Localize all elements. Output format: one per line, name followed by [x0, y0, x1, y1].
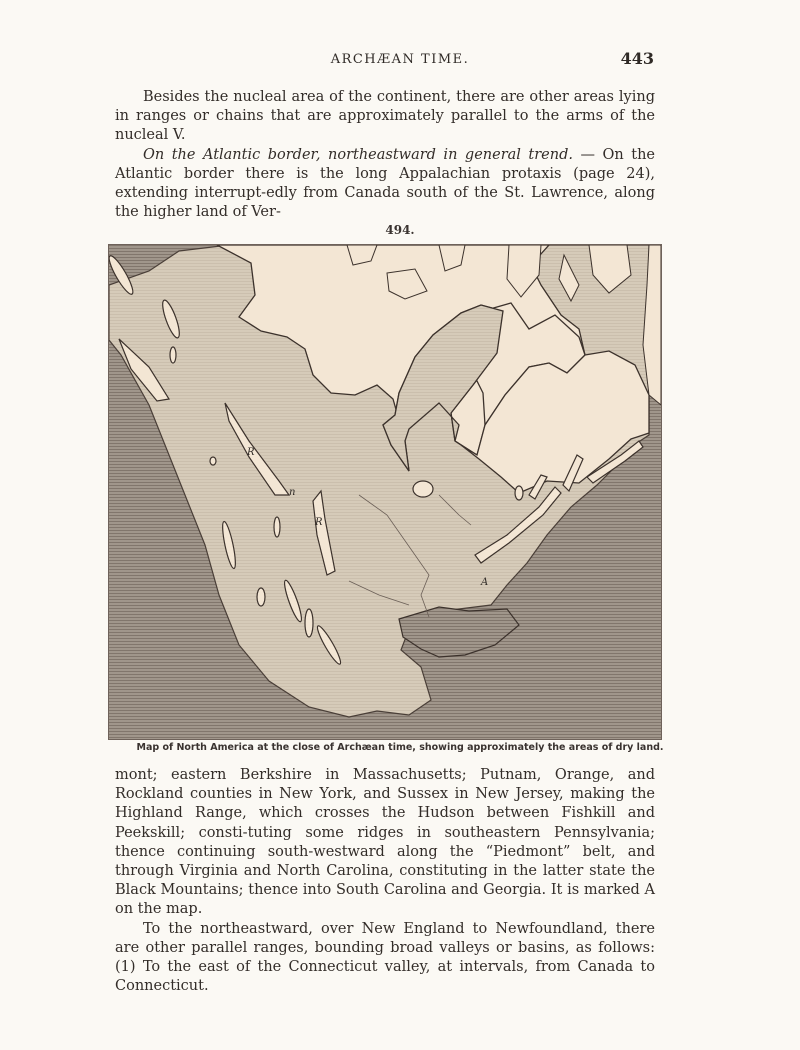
- page-number: 443: [620, 49, 654, 68]
- map-label-r2: R: [315, 517, 323, 528]
- paragraph-continuation: mont; eastern Berkshire in Massachusetts; Putnam, Orange, and Rockland counties in New York, and Sussex in New Jersey, making the Highland Range, which crosses the Hudson between Fishkill and Peekskill; consti-tuting some ridges in southeastern Pennsylvania; thence continuing south-westward along the “Piedmont” belt, and through Virginia and North Carolina, constituting in the latter state the Black Mountains; thence into South Carolina and Georgia. It is marked A on the map.: [115, 767, 655, 918]
- map-label-r1: R: [247, 447, 255, 458]
- map-archaean-north-america: [109, 245, 661, 739]
- figure-map: [108, 244, 662, 740]
- atlantic-text: On the Atlantic border there is the long Appalachian protaxis (page 24), extending interrupt-edly from Canada south of the St. Lawrence, along the higher land of Ver-: [115, 146, 655, 221]
- em-dash: —: [573, 146, 603, 163]
- text-block-top: [115, 88, 655, 222]
- paragraph-northeastward: To the northeastward, over New England to Newfoundland, there are other parallel ranges, bounding broad valleys or basins, as follows: (1) To the east of the Connecticut valley, at intervals, from Canada to Connecticut.: [115, 920, 655, 995]
- paragraph-nucleal: Besides the nucleal area of the continent, there are other areas lying in ranges or chains that are approximately parallel to the arms of the nucleal V.: [115, 89, 655, 144]
- running-title: ARCHÆAN TIME.: [330, 52, 470, 67]
- text-block-bottom: [115, 766, 655, 996]
- map-label-a: A: [481, 577, 489, 588]
- figure-caption: Map of North America at the close of Archæan time, showing approximately the areas of dry land.: [136, 742, 664, 753]
- map-label-n: n: [289, 487, 296, 498]
- running-head: [0, 49, 800, 72]
- figure-number: 494.: [385, 223, 415, 237]
- paragraph-atlantic: [115, 146, 655, 223]
- section-heading-atlantic: On the Atlantic border, northeastward in general trend.: [143, 146, 573, 163]
